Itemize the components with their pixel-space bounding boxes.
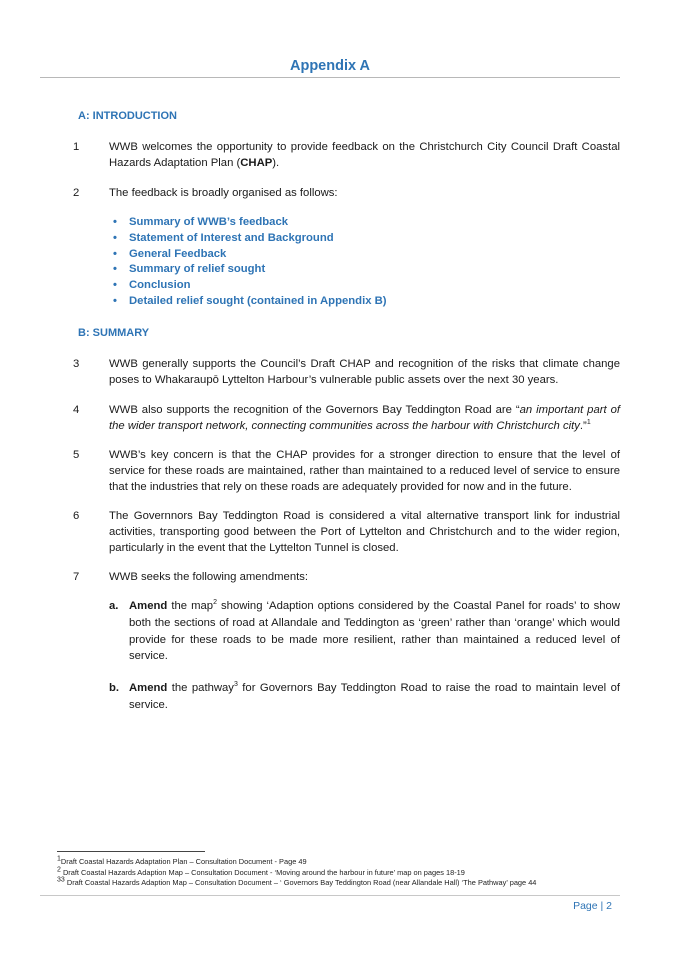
amendment-a <box>109 598 620 665</box>
paragraph-6 <box>73 508 620 556</box>
page-title: Appendix A <box>289 58 371 74</box>
footnote-1: $^1$Draft Coastal Hazards Adaptation Plan – Consultation Document - Page 49 <box>57 855 307 866</box>
paragraph-1 <box>73 139 620 171</box>
footnotes <box>57 857 536 889</box>
amendment-text: Amend the pathway$^3$ for Governors Bay Teddington Road to raise the road to maintain level of service. <box>129 681 620 711</box>
paragraph-text: The Governnors Bay Teddington Road is considered a vital alternative transport link for industrial activities, transporting good between the Port of Lyttelton and Christchurch and to the wider region, particularly in the event that the Lyttelton Tunnel is closed. <box>109 510 620 554</box>
paragraph-text: WWB seeks the following amendments: <box>109 571 309 583</box>
paragraph-text: WWB generally supports the Council’s Draft CHAP and recognition of the risks that climate change poses to Whakaraupō Lyttelton Harbour’s vulnerable public assets over the next 30 years. <box>109 358 620 386</box>
paragraph-text: WWB welcomes the opportunity to provide feedback on the Christchurch City Council Draft Coastal Hazards Adaptation Plan (CHAP). <box>109 141 620 169</box>
list-item: • General Feedback <box>109 247 387 263</box>
amendment-label: b. <box>109 682 120 694</box>
footnote-ref: 2 <box>213 599 217 607</box>
amendment-label: a. <box>109 600 119 612</box>
paragraph-number: 1 <box>73 141 80 153</box>
list-item: • Summary of WWB’s feedback <box>109 215 387 231</box>
amendment-text: Amend the map$^2$ showing ‘Adaption options considered by the Coastal Panel for roads’ to show both the sections of road at Allandale and Teddington as ‘green’ rather than ‘orange’ which would provide for these roads to be made more resilient, rather than maintained a reduced level of service. <box>129 599 620 663</box>
paragraph-text: The feedback is broadly organised as follows: <box>109 187 338 199</box>
footnote-separator <box>57 851 205 852</box>
paragraph-number: 4 <box>73 404 80 416</box>
section-heading-introduction: A: INTRODUCTION <box>78 110 177 122</box>
section-heading-summary: B: SUMMARY <box>78 327 150 339</box>
bullet-icon: • <box>113 279 117 292</box>
paragraph-text: WWB also supports the recognition of the Governors Bay Teddington Road are “an important part of the wider transport network, connecting communities across the harbour with Christchurch city.”$^1$ <box>109 404 620 432</box>
amendment-b <box>109 680 620 714</box>
footer-divider <box>40 895 620 896</box>
bullet-icon: • <box>113 216 117 228</box>
paragraph-number: 6 <box>73 510 80 522</box>
footnote-ref: 3 <box>233 681 238 689</box>
paragraph-3 <box>73 356 620 388</box>
page-number: Page | 2 <box>573 900 612 912</box>
paragraph-text: WWB’s key concern is that the CHAP provides for a stronger direction to ensure that the level of service for these roads are maintained, rather than maintained to a reduced level of service to ensure that the industries that rely on these roads are adequately provided for now and in the future. <box>109 449 620 493</box>
footnote-3: $^{33}$ Draft Coastal Hazards Adaption Map – Consultation Document – ‘ Governors Bay Teddington Road (near Allandale Hall) ‘The Pathway’ page 44 <box>57 876 537 888</box>
feedback-outline-list <box>109 215 387 310</box>
paragraph-4 <box>73 402 620 434</box>
paragraph-number: 7 <box>73 571 80 583</box>
list-item: • Conclusion <box>109 278 387 294</box>
list-item: • Summary of relief sought <box>109 262 387 278</box>
paragraph-number: 3 <box>73 358 80 370</box>
paragraph-5 <box>73 447 620 495</box>
paragraph-7 <box>73 569 620 585</box>
bullet-icon: • <box>113 294 117 307</box>
paragraph-2 <box>73 185 620 201</box>
footnote-ref: 1 <box>586 419 591 427</box>
paragraph-number: 2 <box>73 187 80 199</box>
bullet-icon: • <box>113 231 117 244</box>
list-item: • Detailed relief sought (contained in Appendix B) <box>109 294 387 310</box>
footnote-2: $^2$ Draft Coastal Hazards Adaption Map – Consultation Document - ‘Moving around the harbour in future’ map on pages 18-19 <box>57 866 465 877</box>
title-divider <box>40 77 620 78</box>
paragraph-number: 5 <box>73 449 80 461</box>
list-item: • Statement of Interest and Background <box>109 231 387 247</box>
bullet-icon: • <box>113 247 117 260</box>
bullet-icon: • <box>113 263 117 276</box>
